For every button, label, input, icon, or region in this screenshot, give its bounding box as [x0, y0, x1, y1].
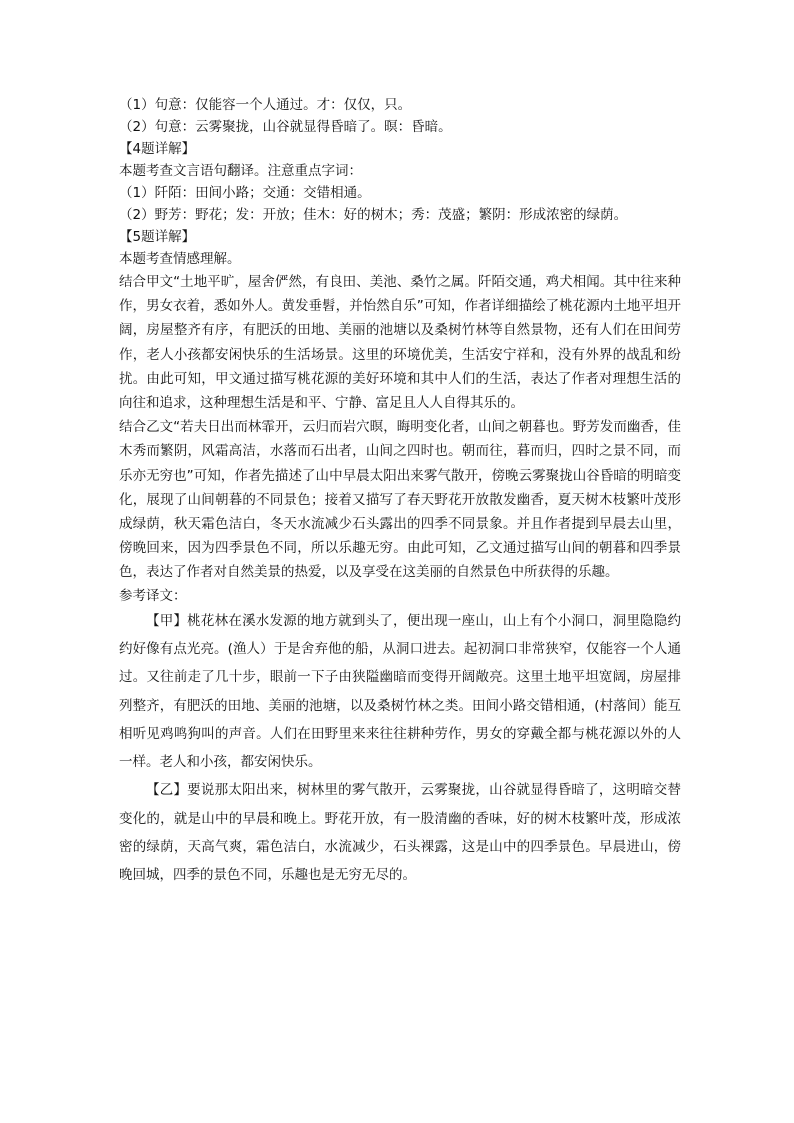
analysis-paragraph-jia: 结合甲文“土地平旷，屋舍俨然，有良田、美池、桑竹之属。阡陌交通，鸡犬相闻。其中往来种作，男女衣着，悉如外人。黄发垂髫，并怡然自乐”可知，作者详细描绘了桃花源内土地平坦开阔，房屋整齐有序，有肥沃的田地、美丽的池塘以及桑树竹林等自然景物，还有人们在田间劳作，老人小孩都安闲快乐的生活场景。这里的环境优美，生活安宁祥和，没有外界的战乱和纷扰。由此可知，甲文通过描写桃花源的美好环境和其中人们的生活，表达了作者对理想生活的向往和追求，这种理想生活是和平、宁静、富足且人人自得其乐的。	[119, 274, 681, 412]
translation-paragraph-yi: 【乙】要说那太阳出来，树林里的雾气散开，云雾聚拢，山谷就显得昏暗了，这明暗交替变化的，就是山中的早晨和晚上。野花开放，有一股清幽的香味，好的树木枝繁叶茂，形成浓密的绿荫，天高气爽，霜色洁白，水流减少，石头裸露，这是山中的四季景色。早晨进山，傍晚回城，四季的景色不同，乐趣也是无穷无尽的。	[119, 782, 681, 884]
section-4-intro: 本题考查文言语句翻译。注意重点字词：	[119, 163, 362, 179]
answer-line-2: （2）句意：云雾聚拢，山谷就显得昏暗了。暝：昏暗。	[119, 119, 452, 135]
analysis-paragraph-yi: 结合乙文“若夫日出而林霏开，云归而岩穴暝，晦明变化者，山间之朝暮也。野芳发而幽香，佳木秀而繁阴，风霜高洁，水落而石出者，山间之四时也。朝而往，暮而归，四时之景不同，而乐亦无穷也”可知，作者先描述了山中早晨太阳出来雾气散开，傍晚云雾聚拢山谷昏暗的明暗变化，展现了山间朝暮的不同景色；接着又描写了春天野花开放散发幽香，夏天树木枝繁叶茂形成绿荫，秋天霜色洁白，冬天水流减少石头露出的四季不同景象。并且作者提到早晨去山里，傍晚回来，因为四季景色不同，所以乐趣无穷。由此可知，乙文通过描写山间的朝暮和四季景色，表达了作者对自然美景的热爱，以及享受在这美丽的自然景色中所获得的乐趣。	[119, 419, 681, 581]
translation-paragraph-jia: 【甲】桃花林在溪水发源的地方就到头了，便出现一座山，山上有个小洞口，洞里隐隐约约好像有点光亮。(渔人）于是舍弃他的船，从洞口进去。起初洞口非常狭窄，仅能容一个人通过。又往前走了几十步，眼前一下子由狭隘幽暗而变得开阔敞亮。这里土地平坦宽阔，房屋排列整齐，有肥沃的田地、美丽的池塘，以及桑树竹林之类。田间小路交错相通，(村落间）能互相听见鸡鸣狗叫的声音。人们在田野里来来往往耕种劳作，男女的穿戴全都与桃花源以外的人一样。老人和小孩，都安闲快乐。	[119, 612, 681, 771]
section-4-item-2: （2）野芳：野花；发：开放；佳木：好的树木；秀：茂盛；繁阴：形成浓密的绿荫。	[119, 207, 628, 223]
section-heading-5: 【5题详解】	[119, 229, 196, 245]
document-page	[119, 94, 681, 890]
answer-line-1: （1）句意：仅能容一个人通过。才：仅仅，只。	[119, 97, 412, 113]
reference-translation-label: 参考译文：	[119, 587, 187, 604]
section-5-intro: 本题考查情感理解。	[119, 251, 241, 267]
section-4-item-1: （1）阡陌：田间小路；交通：交错相通。	[119, 185, 371, 201]
section-heading-4: 【4题详解】	[119, 141, 196, 157]
